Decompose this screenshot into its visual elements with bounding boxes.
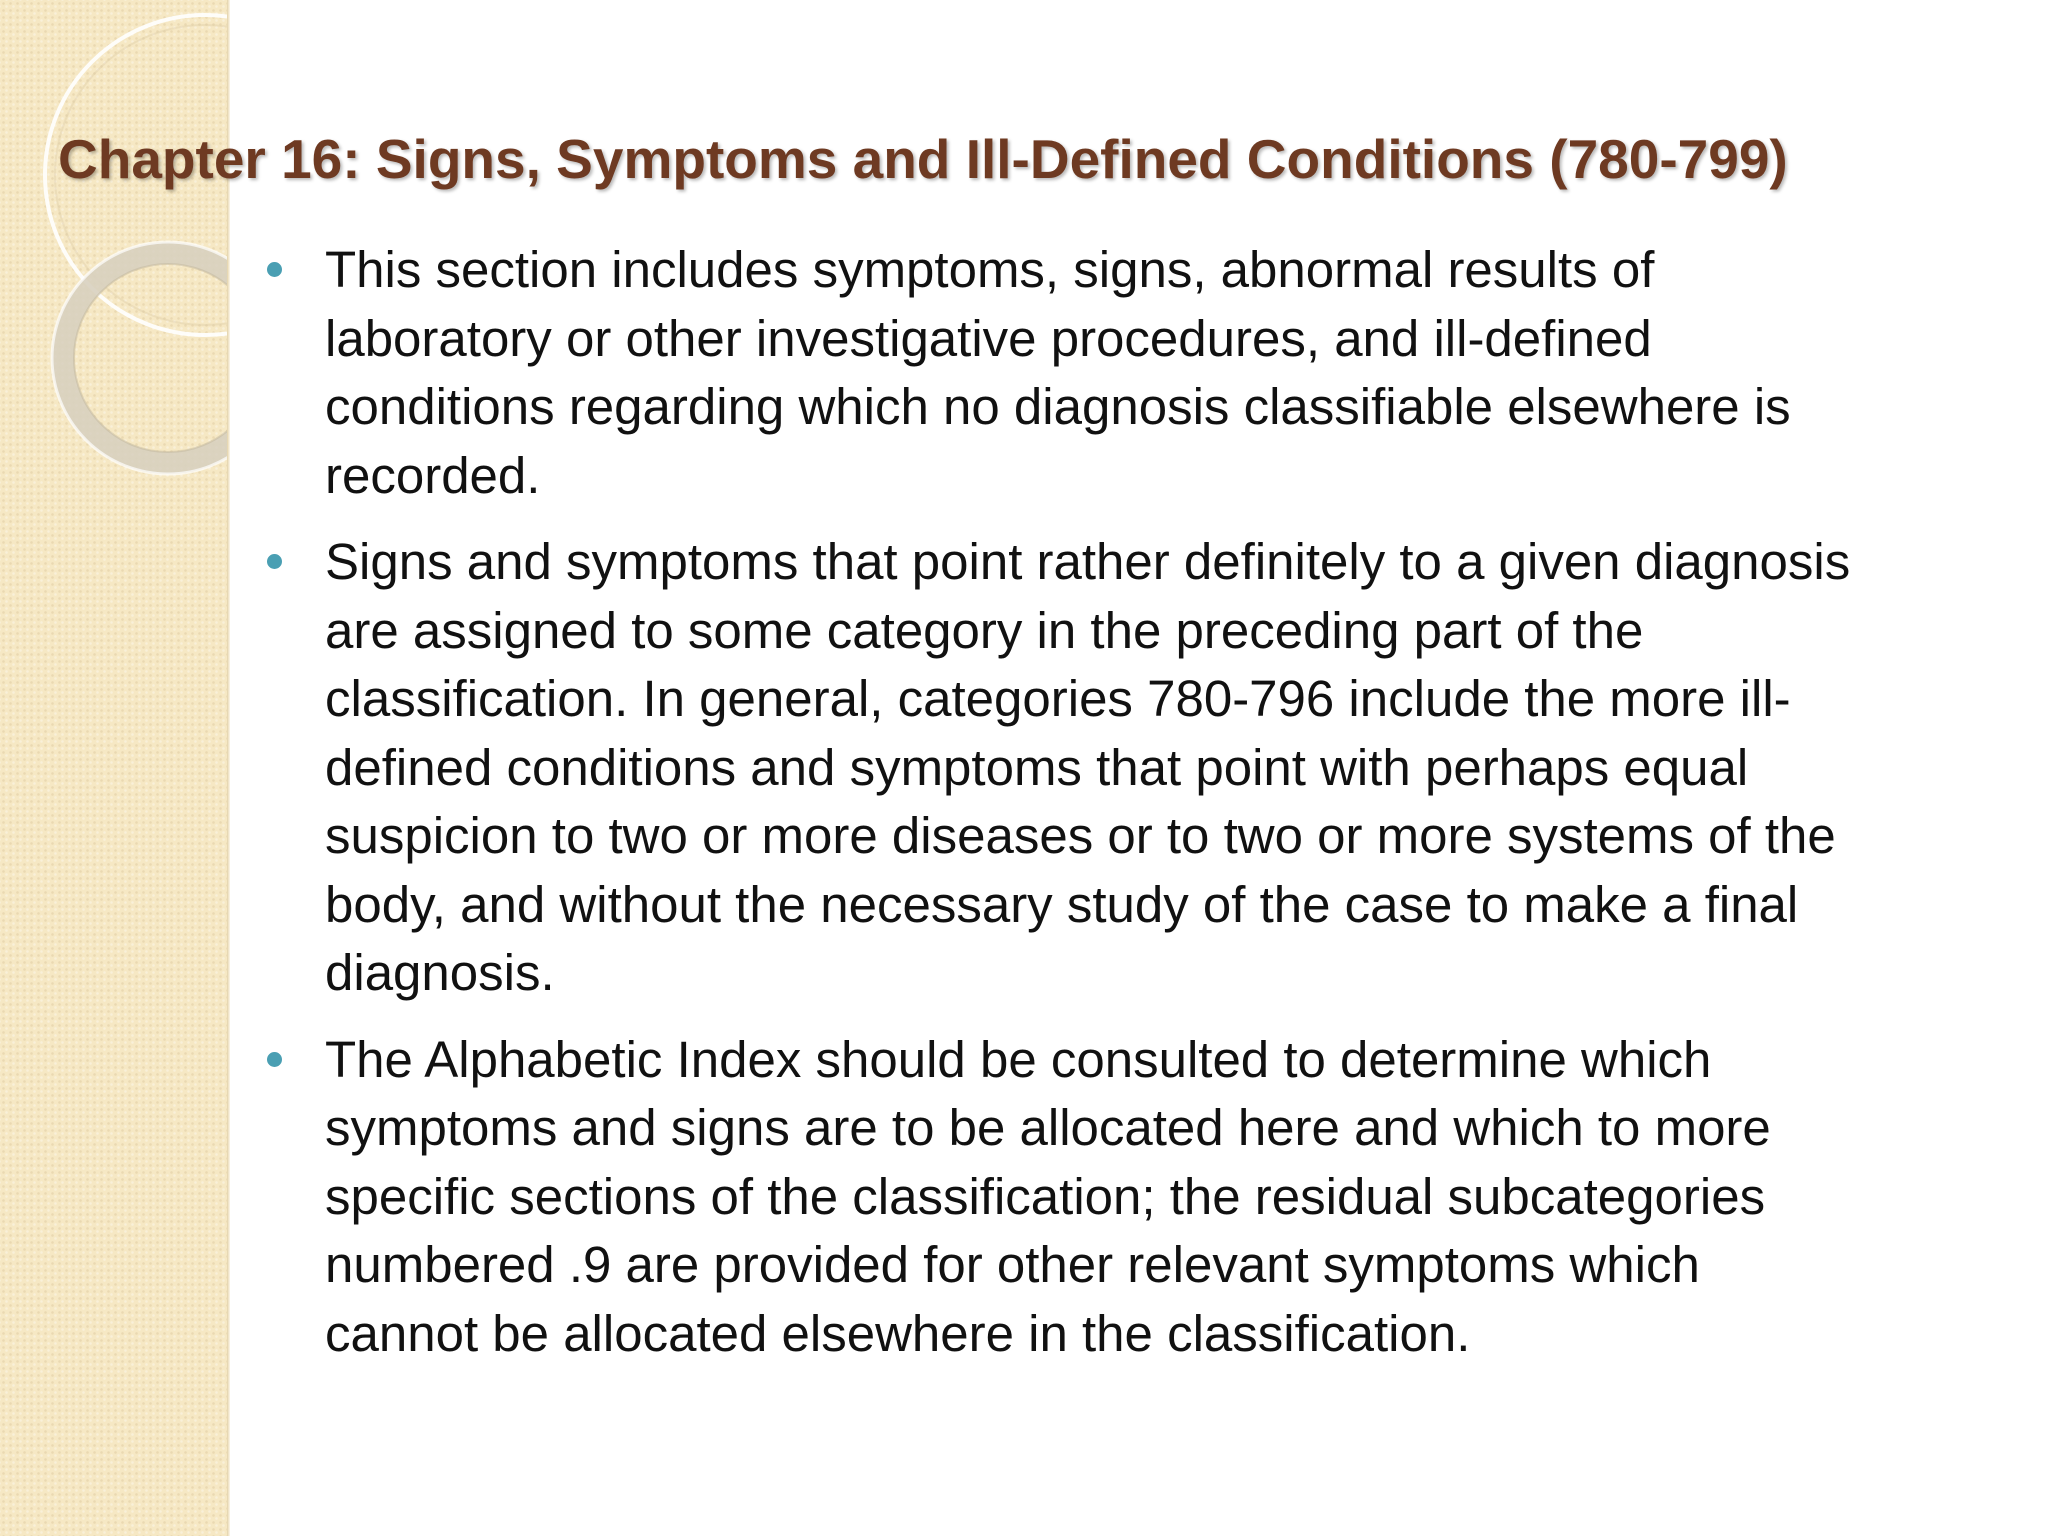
slide-title: Chapter 16: Signs, Symptoms and Ill-Defined Conditions (780-799) [58,128,1788,190]
bullet-item-3 [255,1026,2035,1369]
bullet-line: suspicion to two or more diseases or to two or more systems of the [325,807,1836,864]
bullet-line: The Alphabetic Index should be consulted to determine which [325,1030,1712,1088]
bullet-line: are assigned to some category in the preceding part of the [325,601,1644,659]
bullet-line: classification. In general, categories 780-796 include the more ill- [325,670,1791,727]
bullet-line: Signs and symptoms that point rather definitely to a given diagnosis [325,533,1851,590]
bullet-dot-icon [267,262,282,277]
bullet-line: laboratory or other investigative procedures, and ill-defined [325,309,1652,367]
bullet-item-2 [255,528,2035,1008]
bullet-dot-icon [267,554,282,569]
bullet-line: body, and without the necessary study of the case to make a final [325,875,1799,933]
bullet-line: recorded. [325,446,541,504]
bullet-line: diagnosis. [325,944,555,1001]
bullet-line: cannot be allocated elsewhere in the classification. [325,1304,1471,1362]
bullet-line: defined conditions and symptoms that point with perhaps equal [325,738,1749,796]
decorative-side-panel [0,0,227,1536]
bullet-line: This section includes symptoms, signs, abnormal results of [325,241,1655,298]
bullet-line: numbered .9 are provided for other relevant symptoms which [325,1236,1700,1293]
bullet-line: conditions regarding which no diagnosis classifiable elsewhere is [325,378,1791,435]
side-panel-edge [227,0,230,1536]
bullet-line: specific sections of the classification; the residual subcategories [325,1167,1766,1225]
decorative-rings-graphic [0,0,227,520]
bullet-dot-icon [267,1052,282,1067]
bullet-line: symptoms and signs are to be allocated here and which to more [325,1099,1771,1156]
bullet-list [255,236,2035,1386]
bullet-item-1 [255,236,2035,510]
